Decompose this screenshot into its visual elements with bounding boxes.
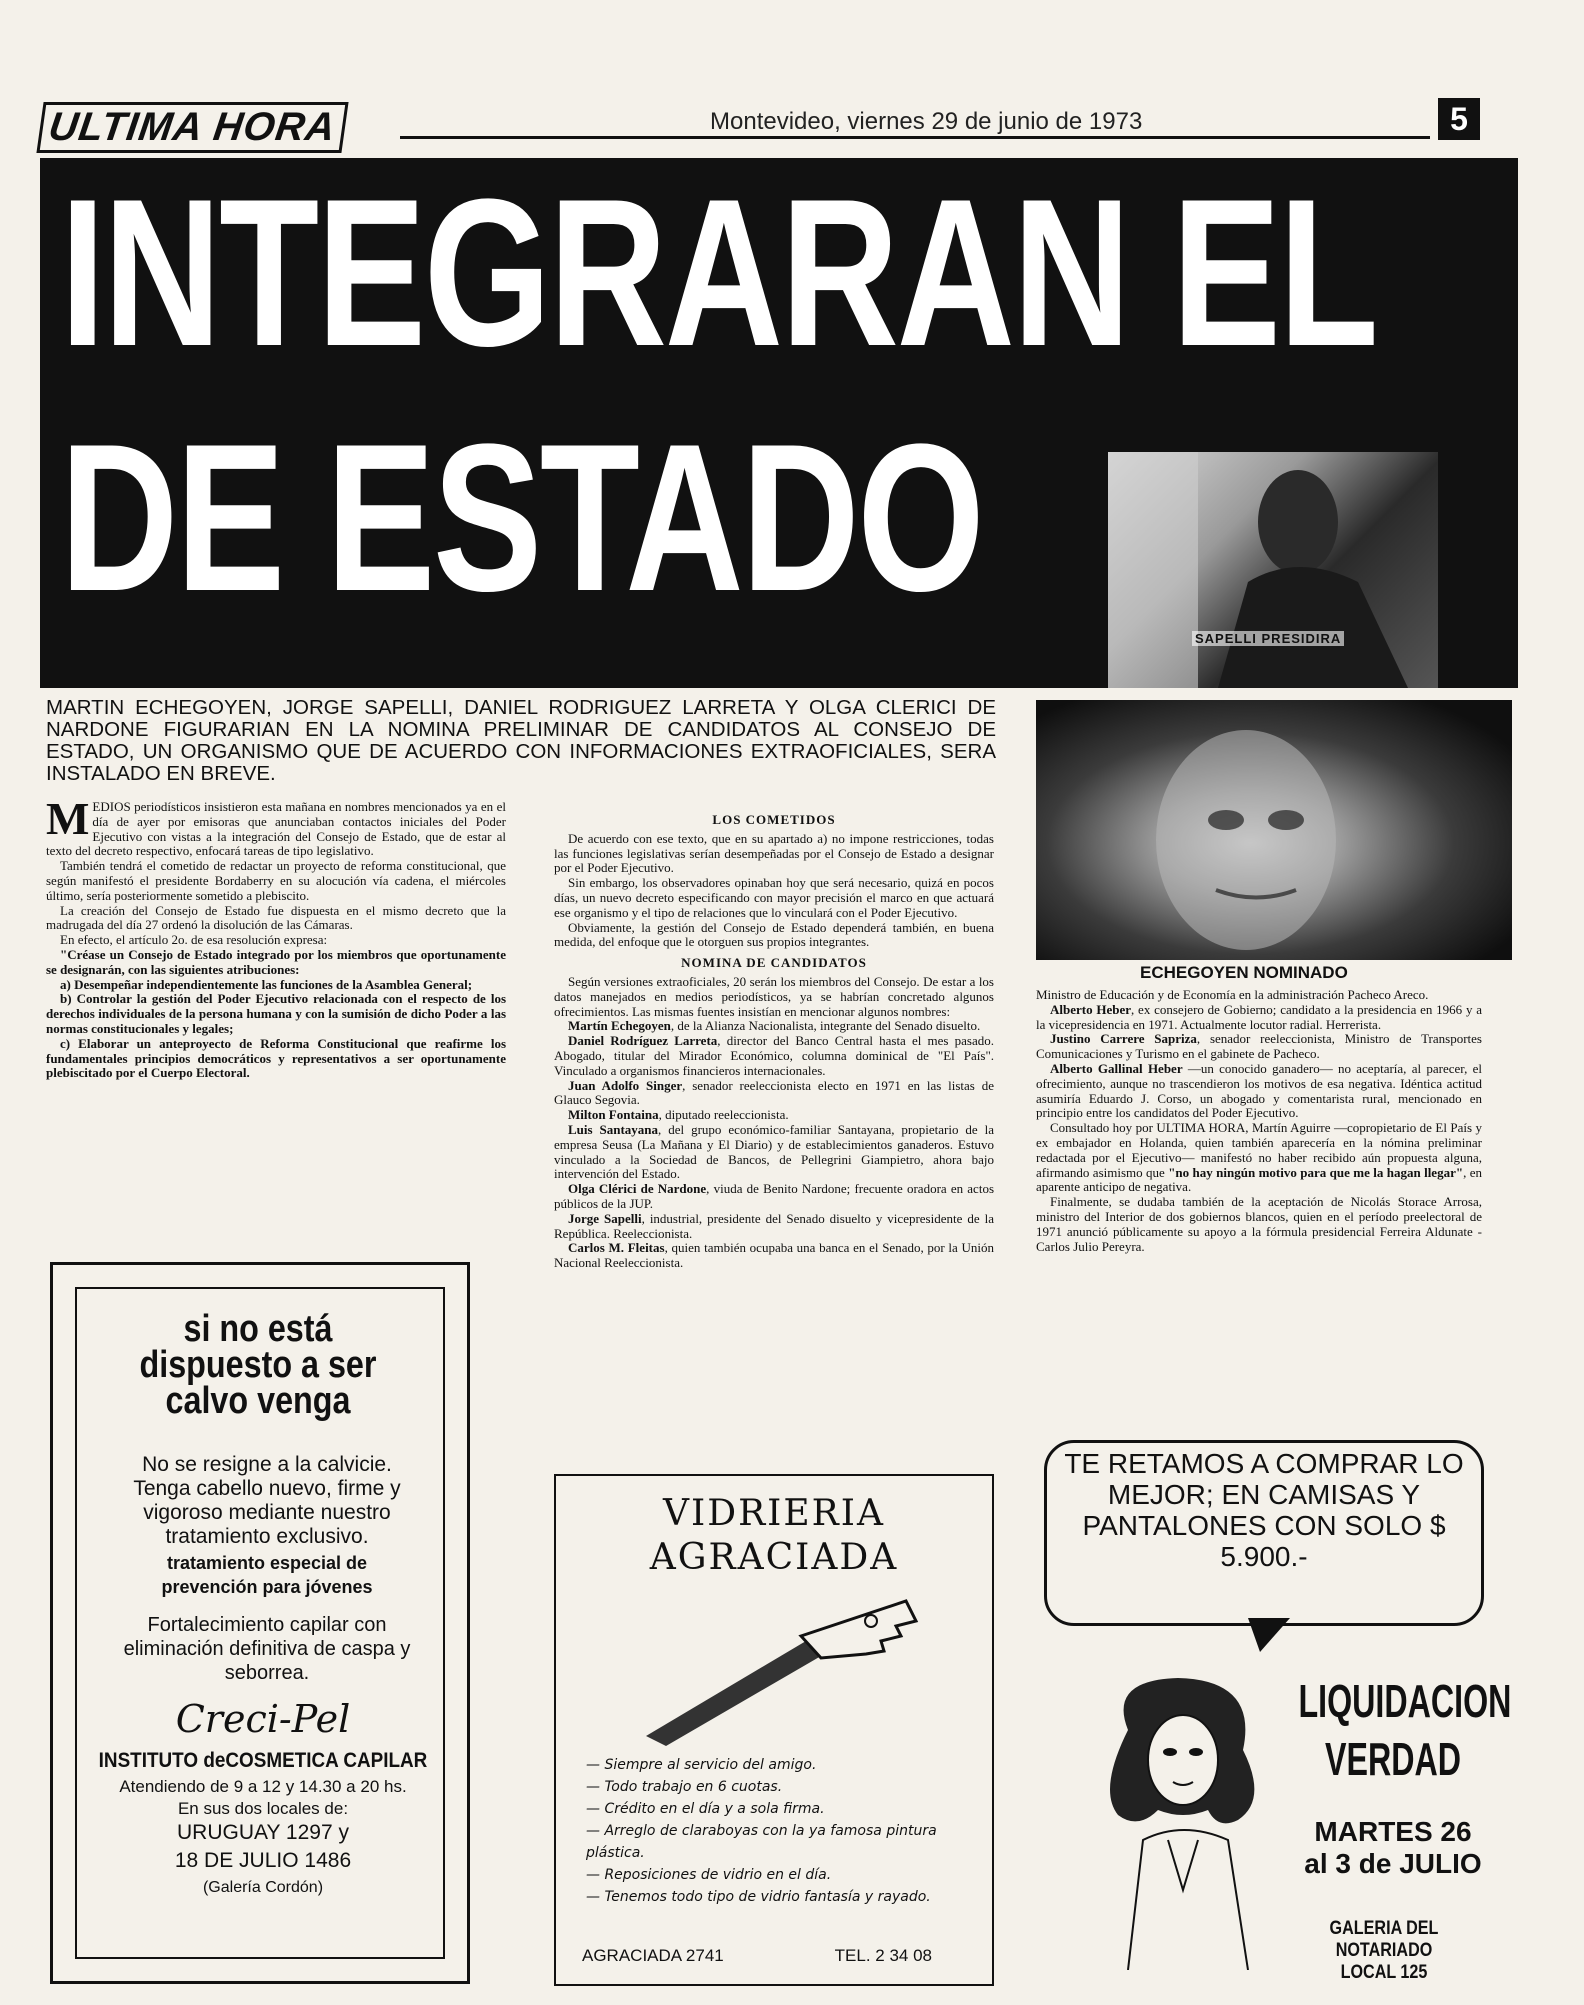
quoted-item: b) Controlar la gestión del Poder Ejecutivo relacionada con el respecto de los derechos individuales de la persona humana y con la sumisión de dicho Poder a las normas constitucionales y legales; — [46, 991, 506, 1036]
sapelli-photo-image — [1108, 452, 1438, 688]
candidate-entry: Luis Santayana, del grupo económico-familiar Santayana, propietario de la empresa Seusa (La Mañana y El Diario) y de establecimientos ganaderos. Estuvo vinculado a la Sociedad de Bancos, de Pellegrini Giampietro, ahora bajo intervención del Estado. — [554, 1121, 995, 1182]
ad-headline: si no está dispuesto a ser calvo venga — [139, 1308, 377, 1422]
headline-line-1: INTEGRARAN EL — [60, 155, 1377, 390]
subheading: LOS COMETIDOS — [712, 812, 836, 827]
quoted-item: a) Desempeñar independientemente las funciones de la Asamblea General; — [60, 976, 473, 992]
sapelli-photo-caption: SAPELLI PRESIDIRA — [1192, 631, 1344, 646]
list-item: — Siempre al servicio del amigo. — [586, 1754, 966, 1776]
headline-line-2: DE ESTADO — [60, 400, 983, 635]
paragraph: Sin embargo, los observadores opinaban hoy que será necesario, quizá en pocos días, un nuevo decreto especificando con mayor precisión el marco en que actuará ese organismo y el tipo de relaciones que lo vinculará con el Poder Ejecutivo. — [554, 875, 994, 920]
sale-location: GALERIA DEL NOTARIADO LOCAL 125 — [1329, 1918, 1439, 1983]
candidate-entry: Justino Carrere Sapriza, senador reeleccionista, Ministro de Transportes Comunicaciones y Turismo en el gabinete de Pacheco. — [1036, 1031, 1482, 1062]
quoted-paragraph: "Créase un Consejo de Estado integrado por los miembros que oportunamente se designarán, con las siguientes atribuciones: — [46, 946, 506, 977]
paragraph: En efecto, el artículo 2o. de esa resolución expresa: — [60, 932, 328, 948]
brand-logo: Creci-Pel — [175, 1697, 351, 1741]
vidrieria-advertisement — [554, 1474, 994, 1986]
paragraph: Ministro de Educación y de Economía en la administración Pacheco Areco. — [1036, 987, 1429, 1002]
glass-cutter-icon — [626, 1596, 926, 1746]
list-item: — Crédito en el día y a sola firma. — [586, 1798, 966, 1820]
gallery-name: (Galería Cordón) — [202, 1879, 324, 1896]
address-1: URUGUAY 1297 y — [177, 1821, 349, 1844]
list-item: — Reposiciones de vidrio en el día. — [586, 1864, 966, 1886]
article-column-1 — [46, 793, 506, 1081]
speech-bubble-text: TE RETAMOS A COMPRAR LO MEJOR; EN CAMISAS Y PANTALONES CON SOLO $ 5.900.- — [1064, 1448, 1464, 1572]
paragraph: Según versiones extraoficiales, 20 serán los miembros del Consejo. De estar a los datos manejados en medios periodísticos, ya se habrían concretado algunos ofrecimientos. Las mismas fuentes insistían en mencionar algunos nombres: — [554, 973, 994, 1019]
paragraph: Consultado hoy por ULTIMA HORA, Martín Aguirre —copropietario de El País y ex embajador en Holanda, quien también aparecería en la nómina preliminar redactada por el Ejecutivo— manifestó no haber recibido aún propuesta alguna, afirmando asimismo que "no hay ningún motivo para que me la hagan llegar", en aparente anticipo de negativa. — [1036, 1120, 1482, 1195]
masthead-rule — [400, 136, 1430, 139]
paragraph: MEDIOS periodísticos insistieron esta mañana en nombres mencionados ya en el día de ayer por emisoras que anunciaban contactos iniciales del Poder Ejecutivo con vistas a la integración del Consejo de Estado, que de estar al texto del decreto respectivo, enfocará tareas de tipo legislativo. — [46, 793, 506, 859]
ad-text: Fortalecimiento capilar con eliminación definitiva de caspa y seborrea. — [123, 1614, 411, 1684]
lead-paragraph: MARTIN ECHEGOYEN, JORGE SAPELLI, DANIEL RODRIGUEZ LARRETA Y OLGA CLERICI DE NARDONE FIGURARIAN EN LA NOMINA PRELIMINAR DE CANDIDATOS AL CONSEJO DE ESTADO, UN ORGANISMO QUE DE ACUERDO CON INFORMACIONES EXTRAOFICIALES, SERA INSTALADO EN BREVE. — [46, 696, 996, 785]
dateline: Montevideo, viernes 29 de junio de 1973 — [710, 108, 1143, 135]
paragraph: También tendrá el cometido de redactar un proyecto de reforma constitucional, que según manifestó el presidente Bordaberry en su alocución vía cadena, el miércoles último, sería posteriormente sometido a plebiscito. — [46, 858, 506, 903]
paragraph: Finalmente, se dudaba también de la aceptación de Nicolás Storace Arrosa, ministro del Interior de dos gobiernos blancos, quien en el período preelectoral de 1971 anunció públicamente su apoyo a la fórmula presidencial Ferreira Aldunate - Carlos Julio Pereyra. — [1036, 1194, 1482, 1254]
candidate-entry: Martín Echegoyen, de la Alianza Nacionalista, integrante del Senado disuelto. — [568, 1018, 981, 1034]
paragraph: Obviamente, la gestión del Consejo de Estado dependerá también, en buena medida, del enfoque que le otorguen sus propios integrantes. — [554, 919, 994, 950]
services-list — [586, 1754, 966, 1908]
ad-text-bold: tratamiento especial de prevención para jóvenes — [161, 1553, 373, 1597]
candidate-entry: Alberto Heber, ex consejero de Gobierno; candidato a la presidencia en 1966 y a la vicepresidencia en 1971. Actualmente locutor radial. Herrerista. — [1036, 1001, 1482, 1032]
candidate-entry: Jorge Sapelli, industrial, presidente del Senado disuelto y vicepresidente de la República. Reeleccionista. — [554, 1210, 994, 1241]
ad-headline: VIDRIERIA AGRACIADA — [649, 1493, 899, 1578]
paragraph: La creación del Consejo de Estado fue dispuesta en el mismo decreto que la madrugada del día 27 ordenó la disolución de las Cámaras. — [46, 902, 506, 933]
list-item: — Todo trabajo en 6 cuotas. — [586, 1776, 966, 1798]
page-number: 5 — [1438, 98, 1480, 140]
candidate-entry: Daniel Rodríguez Larreta, director del Banco Central hasta el mes pasado. Abogado, titular del Mirador Económico, columna dominical de "El País". Vinculado a organismos financieros internacionales. — [554, 1033, 994, 1078]
candidate-entry: Alberto Gallinal Heber —un conocido ganadero— no aceptaría, al parecer, el ofrecimiento, aunque no trascendieron los motivos de esa negativa. Idéntica actitud asumiría Eduardo J. Corso, un abogado y comentarista rural, mencionado en principio entre los candidatos del Poder Ejecutivo. — [1036, 1060, 1482, 1121]
shop-phone: TEL. 2 34 08 — [834, 1946, 932, 1965]
creci-pel-advertisement — [50, 1262, 470, 1984]
sapelli-photo — [1108, 452, 1438, 688]
paragraph: De acuerdo con ese texto, que en su apartado a) no impone restricciones, todas las funciones legislativas serían desempeñadas por el Consejo de Estado a designar por el Poder Ejecutivo. — [554, 830, 994, 876]
quoted-item: c) Elaborar un anteproyecto de Reforma Constitucional que reafirme los fundamentales principios democráticos y representativos a ser oportunamente plebiscitado por el Cuerpo Electoral. — [46, 1035, 506, 1081]
drop-cap: M — [46, 793, 90, 844]
locations-label: En sus dos locales de: — [177, 1799, 349, 1818]
opening-hours: Atendiendo de 9 a 12 y 14.30 a 20 hs. — [119, 1777, 407, 1796]
candidate-entry: Carlos M. Fleitas, quien también ocupaba una banca en el Senado, por la Unión Nacional Reeleccionista. — [554, 1240, 995, 1271]
subheading: NOMINA DE CANDIDATOS — [681, 955, 867, 971]
institute-name: INSTITUTO deCOSMETICA CAPILAR — [98, 1749, 428, 1772]
echegoyen-photo-image — [1036, 700, 1512, 960]
list-item: — Arreglo de claraboyas con la ya famosa pintura plástica. — [586, 1820, 966, 1864]
echegoyen-photo-caption: ECHEGOYEN NOMINADO — [1140, 963, 1348, 982]
masthead — [40, 98, 1480, 148]
list-item: — Tenemos todo tipo de vidrio fantasía y rayado. — [586, 1886, 966, 1908]
sale-dates: MARTES 26 al 3 de JULIO — [1304, 1816, 1482, 1879]
woman-illustration-icon — [1068, 1670, 1298, 1970]
article-column-3 — [1036, 988, 1482, 1254]
ad-text: No se resigne a la calvicie. Tenga cabello nuevo, firme y vigoroso mediante nuestro tratamiento exclusivo. — [133, 1453, 401, 1548]
article-column-2 — [554, 807, 994, 1271]
sale-title: LIQUIDACION VERDAD — [1298, 1675, 1512, 1785]
newspaper-logo: ULTIMA HORA — [36, 102, 348, 153]
echegoyen-photo — [1036, 700, 1512, 960]
candidate-entry: Milton Fontaina, diputado reeleccionista. — [568, 1107, 789, 1123]
liquidacion-advertisement — [1028, 1440, 1512, 1990]
speech-bubble-tail — [1248, 1618, 1290, 1652]
shop-address: AGRACIADA 2741 — [582, 1946, 724, 1965]
candidate-entry: Juan Adolfo Singer, senador reeleccionista electo en 1971 en las listas de Glauco Segovia. — [554, 1077, 994, 1108]
candidate-entry: Olga Clérici de Nardone, viuda de Benito Nardone; frecuente oradora en actos públicos de la JUP. — [554, 1181, 995, 1211]
address-2: 18 DE JULIO 1486 — [174, 1849, 352, 1872]
